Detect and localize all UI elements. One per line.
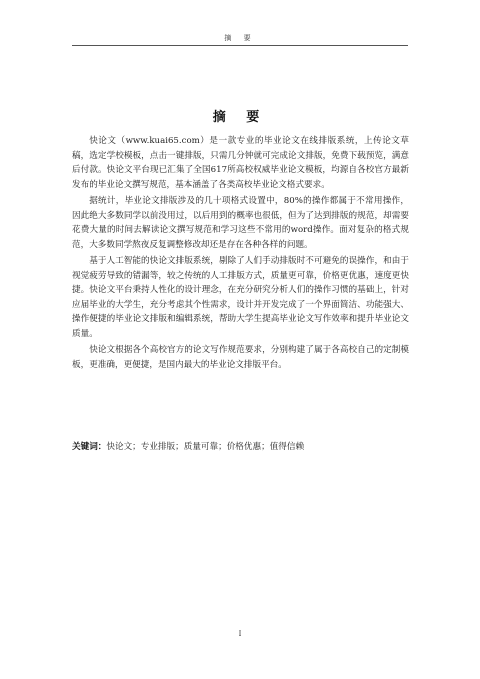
keywords-label: 关键词： xyxy=(72,442,107,452)
keywords-text: 快论文；专业排版；质量可靠；价格优惠；值得信赖 xyxy=(106,442,305,452)
abstract-paragraph-1: 快论文（www.kuai65.com）是一款专业的毕业论文在线排版系统，上传论文草稿，选定学校模板，点击一键排版，只需几分钟就可完成论文排版，免费下载预览，满意后付款。快论文平台现已汇集了全国617所高校权威毕业论文模板，均源自各校官方最新发布的毕业论文撰写规范，基本涵盖了各类高校毕业论文格式要求。 xyxy=(72,136,409,190)
keywords-line xyxy=(72,440,409,454)
page-title: 摘 要 xyxy=(212,110,268,125)
abstract-paragraph-4: 快论文根据各个高校官方的论文写作规范要求，分别构建了属于各高校自己的定制模板，更准确，更便捷，是国内最大的毕业论文排版平台。 xyxy=(72,345,409,370)
page-number: I xyxy=(238,630,242,638)
running-header: 摘 要 xyxy=(224,34,256,42)
header-rule xyxy=(72,45,408,46)
abstract-paragraph-2: 据统计，毕业论文排版涉及的几十项格式设置中，80%的操作都属于不常用操作，因此绝大多数同学以前没用过，以后用到的概率也很低，但为了达到排版的规范，却需要花费大量的时间去解读论文撰写规范和学习这些不常用的word操作。面对复杂的格式规范，大多数同学熬夜反复调整修改却还是存在各种各样的问题。 xyxy=(72,196,409,250)
abstract-body xyxy=(72,134,409,374)
abstract-paragraph-3: 基于人工智能的快论文排版系统，剔除了人们手动排版时不可避免的误操作，和由于视觉疲劳导致的错漏等，较之传统的人工排版方式，质量更可靠，价格更优惠，速度更快捷。快论文平台秉持人性化的设计理念，在充分研究分析人们的操作习惯的基础上，针对应届毕业的大学生，充分考虑其个性需求，设计并开发完成了一个界面简洁、功能强大、操作便捷的毕业论文排版和编辑系统，帮助大学生提高毕业论文写作效率和提升毕业论文质量。 xyxy=(72,256,409,339)
